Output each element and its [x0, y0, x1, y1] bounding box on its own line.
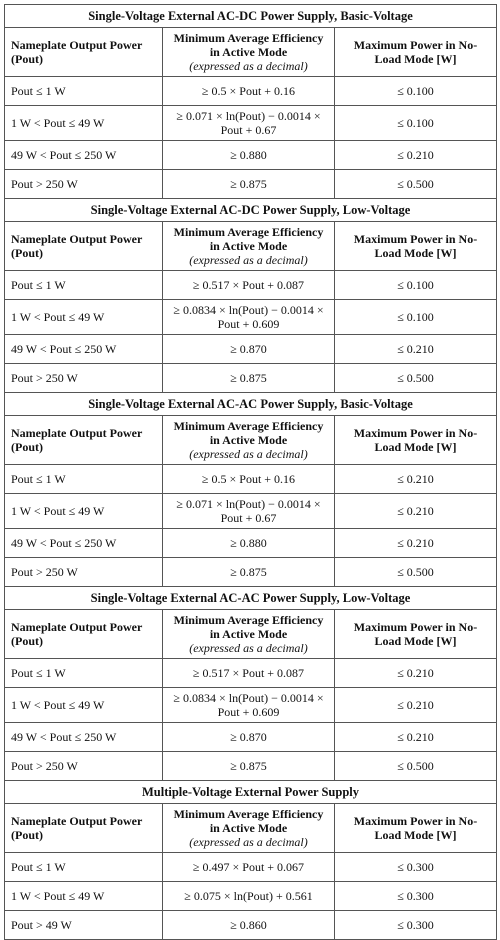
output-power-range: 49 W < Pout ≤ 250 W	[5, 335, 163, 364]
max-noload-value: ≤ 0.300	[335, 882, 497, 911]
table-row	[5, 882, 497, 911]
min-efficiency-value: ≥ 0.875	[163, 170, 335, 199]
output-power-range: 49 W < Pout ≤ 250 W	[5, 141, 163, 170]
section-title: Single-Voltage External AC-AC Power Supply, Low-Voltage	[5, 587, 497, 610]
header-nameplate-power: Nameplate Output Power (Pout)	[5, 416, 163, 465]
output-power-range: Pout ≤ 1 W	[5, 77, 163, 106]
max-noload-value: ≤ 0.210	[335, 659, 497, 688]
column-header-row	[5, 804, 497, 853]
max-noload-value: ≤ 0.500	[335, 752, 497, 781]
min-efficiency-value: ≥ 0.517 × Pout + 0.087	[163, 659, 335, 688]
header-efficiency-note: (expressed as a decimal)	[189, 641, 308, 655]
max-noload-value: ≤ 0.100	[335, 271, 497, 300]
column-header-row	[5, 28, 497, 77]
max-noload-value: ≤ 0.210	[335, 141, 497, 170]
header-min-efficiency	[163, 416, 335, 465]
max-noload-value: ≤ 0.210	[335, 494, 497, 529]
header-min-efficiency-label: Minimum Average Efficiency in Active Mode	[173, 225, 324, 253]
min-efficiency-value: ≥ 0.071 × ln(Pout) − 0.0014 × Pout + 0.67	[163, 106, 335, 141]
header-efficiency-note: (expressed as a decimal)	[189, 447, 308, 461]
section-title-row	[5, 781, 497, 804]
header-efficiency-note: (expressed as a decimal)	[189, 835, 308, 849]
header-efficiency-note: (expressed as a decimal)	[189, 253, 308, 267]
max-noload-value: ≤ 0.500	[335, 364, 497, 393]
output-power-range: Pout ≤ 1 W	[5, 853, 163, 882]
table-row	[5, 558, 497, 587]
header-nameplate-power: Nameplate Output Power (Pout)	[5, 610, 163, 659]
header-nameplate-power: Nameplate Output Power (Pout)	[5, 222, 163, 271]
output-power-range: Pout ≤ 1 W	[5, 659, 163, 688]
output-power-range: 1 W < Pout ≤ 49 W	[5, 106, 163, 141]
table-row	[5, 300, 497, 335]
column-header-row	[5, 610, 497, 659]
header-min-efficiency	[163, 28, 335, 77]
min-efficiency-value: ≥ 0.075 × ln(Pout) + 0.561	[163, 882, 335, 911]
min-efficiency-value: ≥ 0.5 × Pout + 0.16	[163, 77, 335, 106]
header-efficiency-note: (expressed as a decimal)	[189, 59, 308, 73]
header-min-efficiency-label: Minimum Average Efficiency in Active Mode	[173, 807, 324, 835]
header-nameplate-power: Nameplate Output Power (Pout)	[5, 804, 163, 853]
min-efficiency-value: ≥ 0.880	[163, 529, 335, 558]
max-noload-value: ≤ 0.500	[335, 558, 497, 587]
min-efficiency-value: ≥ 0.875	[163, 558, 335, 587]
output-power-range: 1 W < Pout ≤ 49 W	[5, 300, 163, 335]
header-max-noload-power: Maximum Power in No-Load Mode [W]	[335, 610, 497, 659]
table-row	[5, 723, 497, 752]
min-efficiency-value: ≥ 0.0834 × ln(Pout) − 0.0014 × Pout + 0.609	[163, 688, 335, 723]
max-noload-value: ≤ 0.100	[335, 106, 497, 141]
output-power-range: Pout > 250 W	[5, 558, 163, 587]
max-noload-value: ≤ 0.210	[335, 688, 497, 723]
table-row	[5, 752, 497, 781]
header-min-efficiency-label: Minimum Average Efficiency in Active Mode	[173, 419, 324, 447]
header-min-efficiency-label: Minimum Average Efficiency in Active Mode	[173, 31, 324, 59]
output-power-range: 1 W < Pout ≤ 49 W	[5, 494, 163, 529]
table-row	[5, 170, 497, 199]
output-power-range: 1 W < Pout ≤ 49 W	[5, 882, 163, 911]
output-power-range: 1 W < Pout ≤ 49 W	[5, 688, 163, 723]
section-title: Single-Voltage External AC-AC Power Supply, Basic-Voltage	[5, 393, 497, 416]
column-header-row	[5, 416, 497, 465]
section-title-row	[5, 393, 497, 416]
max-noload-value: ≤ 0.210	[335, 335, 497, 364]
output-power-range: Pout > 250 W	[5, 752, 163, 781]
header-max-noload-power: Maximum Power in No-Load Mode [W]	[335, 416, 497, 465]
min-efficiency-value: ≥ 0.0834 × ln(Pout) − 0.0014 × Pout + 0.609	[163, 300, 335, 335]
section-title: Single-Voltage External AC-DC Power Supply, Basic-Voltage	[5, 5, 497, 28]
min-efficiency-value: ≥ 0.5 × Pout + 0.16	[163, 465, 335, 494]
header-min-efficiency	[163, 804, 335, 853]
table-row	[5, 853, 497, 882]
min-efficiency-value: ≥ 0.875	[163, 752, 335, 781]
max-noload-value: ≤ 0.300	[335, 911, 497, 940]
output-power-range: Pout > 250 W	[5, 364, 163, 393]
section-title-row	[5, 199, 497, 222]
table-row	[5, 529, 497, 558]
header-max-noload-power: Maximum Power in No-Load Mode [W]	[335, 28, 497, 77]
min-efficiency-value: ≥ 0.880	[163, 141, 335, 170]
efficiency-table	[4, 4, 497, 940]
column-header-row	[5, 222, 497, 271]
header-min-efficiency	[163, 610, 335, 659]
table-row	[5, 911, 497, 940]
min-efficiency-value: ≥ 0.860	[163, 911, 335, 940]
min-efficiency-value: ≥ 0.497 × Pout + 0.067	[163, 853, 335, 882]
table-row	[5, 494, 497, 529]
max-noload-value: ≤ 0.100	[335, 77, 497, 106]
output-power-range: Pout > 250 W	[5, 170, 163, 199]
table-row	[5, 364, 497, 393]
max-noload-value: ≤ 0.500	[335, 170, 497, 199]
section-title: Multiple-Voltage External Power Supply	[5, 781, 497, 804]
max-noload-value: ≤ 0.100	[335, 300, 497, 335]
header-max-noload-power: Maximum Power in No-Load Mode [W]	[335, 804, 497, 853]
table-row	[5, 271, 497, 300]
header-min-efficiency	[163, 222, 335, 271]
output-power-range: Pout ≤ 1 W	[5, 465, 163, 494]
table-row	[5, 106, 497, 141]
min-efficiency-value: ≥ 0.517 × Pout + 0.087	[163, 271, 335, 300]
table-row	[5, 335, 497, 364]
max-noload-value: ≤ 0.210	[335, 529, 497, 558]
table-row	[5, 77, 497, 106]
table-row	[5, 688, 497, 723]
output-power-range: 49 W < Pout ≤ 250 W	[5, 723, 163, 752]
table-row	[5, 141, 497, 170]
header-max-noload-power: Maximum Power in No-Load Mode [W]	[335, 222, 497, 271]
output-power-range: 49 W < Pout ≤ 250 W	[5, 529, 163, 558]
output-power-range: Pout ≤ 1 W	[5, 271, 163, 300]
table-row	[5, 465, 497, 494]
max-noload-value: ≤ 0.210	[335, 723, 497, 752]
header-min-efficiency-label: Minimum Average Efficiency in Active Mode	[173, 613, 324, 641]
section-title-row	[5, 5, 497, 28]
min-efficiency-value: ≥ 0.875	[163, 364, 335, 393]
efficiency-requirements-document	[4, 4, 496, 940]
min-efficiency-value: ≥ 0.071 × ln(Pout) − 0.0014 × Pout + 0.67	[163, 494, 335, 529]
output-power-range: Pout > 49 W	[5, 911, 163, 940]
header-nameplate-power: Nameplate Output Power (Pout)	[5, 28, 163, 77]
max-noload-value: ≤ 0.210	[335, 465, 497, 494]
max-noload-value: ≤ 0.300	[335, 853, 497, 882]
section-title-row	[5, 587, 497, 610]
min-efficiency-value: ≥ 0.870	[163, 723, 335, 752]
table-row	[5, 659, 497, 688]
min-efficiency-value: ≥ 0.870	[163, 335, 335, 364]
section-title: Single-Voltage External AC-DC Power Supply, Low-Voltage	[5, 199, 497, 222]
